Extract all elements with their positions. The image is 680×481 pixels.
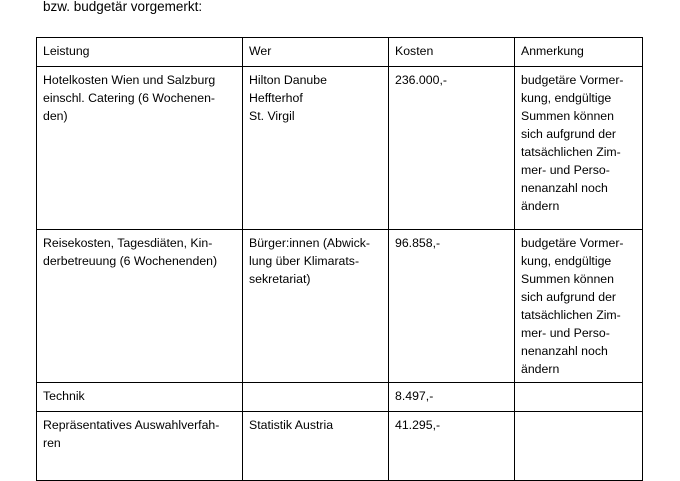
cell-line: Bürger:innen (Abwick- — [249, 236, 370, 250]
cell-line: den) — [43, 109, 68, 123]
cell-line: Repräsentatives Auswahlverfah- — [43, 418, 220, 432]
cost-table — [36, 37, 643, 481]
table-header-row — [37, 38, 643, 67]
cell-anmerkung — [515, 383, 643, 412]
cell-leistung — [37, 412, 243, 481]
cell-wer — [243, 230, 389, 383]
cell-line: Heffterhof — [249, 91, 303, 105]
cell-line: sich aufgrund der — [521, 290, 617, 304]
header-kosten: Kosten — [389, 38, 515, 67]
cell-wer — [243, 383, 389, 412]
cell-kosten: 41.295,- — [389, 412, 515, 481]
cell-leistung — [37, 383, 243, 412]
cell-wer — [243, 67, 389, 230]
cell-anmerkung — [515, 412, 643, 481]
header-leistung: Leistung — [37, 38, 243, 67]
cell-line: St. Virgil — [249, 109, 295, 123]
cell-kosten: 8.497,- — [389, 383, 515, 412]
cell-line: Hilton Danube — [249, 73, 327, 87]
cell-line: tatsächlichen Zim- — [521, 145, 621, 159]
cell-line: Technik — [43, 389, 85, 403]
cell-line: sich aufgrund der — [521, 127, 617, 141]
cell-leistung — [37, 230, 243, 383]
header-anmerkung: Anmerkung — [515, 38, 643, 67]
cell-line: einschl. Catering (6 Wochenen- — [43, 91, 216, 105]
table-row — [37, 383, 643, 412]
cell-line: Statistik Austria — [249, 418, 334, 432]
cell-line: Summen können — [521, 272, 614, 286]
cell-line: mer- und Perso- — [521, 163, 610, 177]
cell-leistung — [37, 67, 243, 230]
cell-line: sekretariat) — [249, 272, 311, 286]
cell-line: tatsächlichen Zim- — [521, 308, 621, 322]
cell-line: ändern — [521, 199, 560, 213]
cell-line: budgetäre Vormer- — [521, 236, 624, 250]
intro-text: bzw. budgetär vorgemerkt: — [43, 0, 203, 14]
cell-line: mer- und Perso- — [521, 326, 610, 340]
cell-kosten: 96.858,- — [389, 230, 515, 383]
cell-line: Reisekosten, Tagesdiäten, Kin- — [43, 236, 213, 250]
cell-line: kung, endgültige — [521, 91, 612, 105]
cell-anmerkung — [515, 67, 643, 230]
cell-line: ändern — [521, 362, 560, 376]
cell-line: budgetäre Vormer- — [521, 73, 624, 87]
table-row — [37, 67, 643, 230]
header-wer: Wer — [243, 38, 389, 67]
cell-line: Hotelkosten Wien und Salzburg — [43, 73, 216, 87]
cell-line: derbetreuung (6 Wochenenden) — [43, 254, 218, 268]
table-row — [37, 412, 643, 481]
cell-line: nenanzahl noch — [521, 181, 608, 195]
cell-anmerkung — [515, 230, 643, 383]
cell-line: Summen können — [521, 109, 614, 123]
cell-line: ren — [43, 436, 61, 450]
cell-line: kung, endgültige — [521, 254, 612, 268]
table-row — [37, 230, 643, 383]
cell-line: nenanzahl noch — [521, 344, 608, 358]
cell-wer — [243, 412, 389, 481]
cell-line: lung über Klimarats- — [249, 254, 360, 268]
cell-kosten: 236.000,- — [389, 67, 515, 230]
